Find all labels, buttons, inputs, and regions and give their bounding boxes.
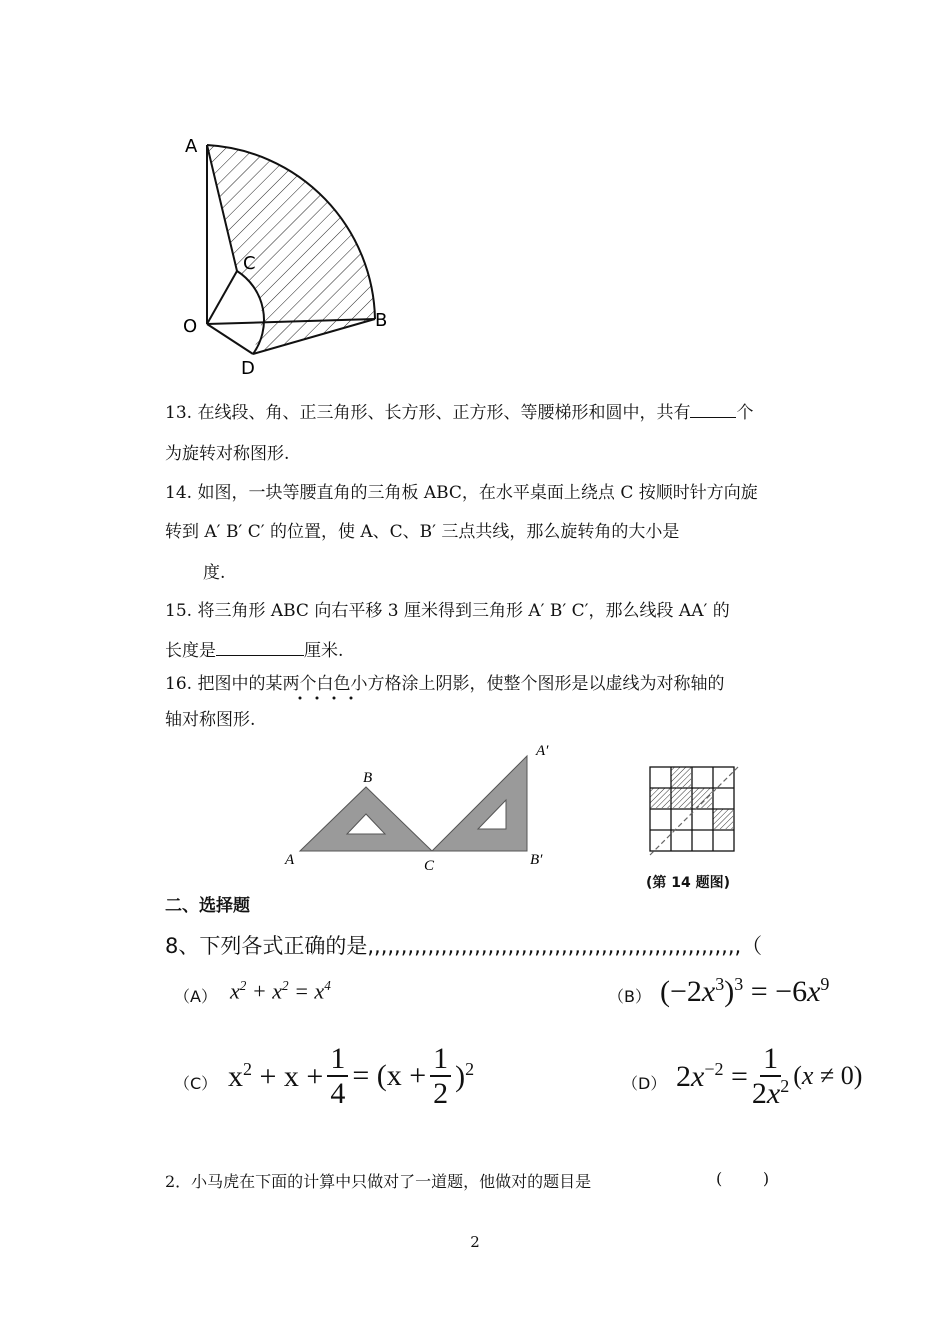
q15-line2: 长度是 厘米. xyxy=(165,637,343,663)
label-c: C xyxy=(243,253,256,274)
option-c-expression: $x^2 + x$ + $\frac{1}{4}$ = (x + $\frac{1}{2}$ )$^2$ xyxy=(228,1042,475,1110)
shaded-cell xyxy=(650,788,670,808)
label-tri-b: B xyxy=(363,770,373,786)
q13-line2: 为旋转对称图形. xyxy=(165,444,290,464)
page-number: 2 xyxy=(470,1233,480,1251)
q13-line1: 13. 在线段、角、正三角形、长方形、正方形、等腰梯形和圆中，共有 个 xyxy=(165,399,753,425)
q15-line1: 15. 将三角形 ABC 向右平移 3 厘米得到三角形 A′ B′ C′，那么线段 AA′ 的 xyxy=(165,601,730,621)
q8-stem: 8、下列各式正确的是,,,,,,,,,,,,,,,,,,,,,,,,,,,,,,,,,,,,,,,,,,,,,,,,,,,,,,,,（ xyxy=(165,934,763,958)
label-a: A xyxy=(185,136,198,157)
emphasis-dots xyxy=(296,694,366,702)
triangle-a-prime xyxy=(432,756,527,851)
q2-text: 2．小马虎在下面的计算中只做对了一道题，他做对的题目是 xyxy=(165,1172,592,1191)
shaded-cell xyxy=(692,788,712,808)
shaded-cell xyxy=(671,788,691,808)
q13-blank[interactable] xyxy=(690,399,736,418)
option-a-expression: $x^2 + x^2 = x^4$ xyxy=(230,978,331,1004)
q16-line1: 16. 把图中的某两个白色小方格涂上阴影，使整个图形是以虚线为对称轴的 xyxy=(165,674,725,694)
option-b-expression: $(-2x^3)^3 = -6x^9$ xyxy=(660,974,830,1008)
sector-figure xyxy=(175,128,405,383)
grid-figure xyxy=(648,765,740,857)
q14-line2: 转到 A′ B′ C′ 的位置，使 A、C、B′ 三点共线，那么旋转角的大小是 xyxy=(165,522,680,542)
label-tri-a-prime: A′ xyxy=(536,743,549,759)
option-a-label[interactable]: （A） xyxy=(174,987,217,1006)
shaded-cell xyxy=(713,809,733,829)
triangle-abc xyxy=(300,787,432,851)
q2-answer-paren[interactable]: ( ) xyxy=(716,1169,770,1188)
label-tri-b-prime: B′ xyxy=(530,852,543,868)
q14-line3: 度. xyxy=(203,563,226,583)
label-tri-a: A xyxy=(285,852,295,868)
q14-line1: 14. 如图，一块等腰直角的三角板 ABC，在水平桌面上绕点 C 按顺时针方向旋 xyxy=(165,483,758,503)
label-tri-c: C xyxy=(424,858,435,874)
label-d: D xyxy=(241,358,255,379)
q15-blank[interactable] xyxy=(216,637,304,656)
label-o: O xyxy=(183,316,198,337)
grid-caption: (第 14 题图) xyxy=(646,875,731,891)
triangles-figure xyxy=(280,740,570,875)
section-heading: 二、选择题 xyxy=(165,896,250,916)
q16-line2: 轴对称图形. xyxy=(165,710,256,730)
shaded-cell xyxy=(671,767,691,787)
option-d-label[interactable]: （D） xyxy=(622,1074,667,1093)
option-b-label[interactable]: （B） xyxy=(608,987,651,1006)
option-d-expression: $2x^{-2}$ = $\frac{1}{2x^2}$ (x ≠ 0) xyxy=(676,1042,863,1110)
option-c-label[interactable]: （C） xyxy=(174,1074,218,1093)
label-b: B xyxy=(375,310,388,331)
